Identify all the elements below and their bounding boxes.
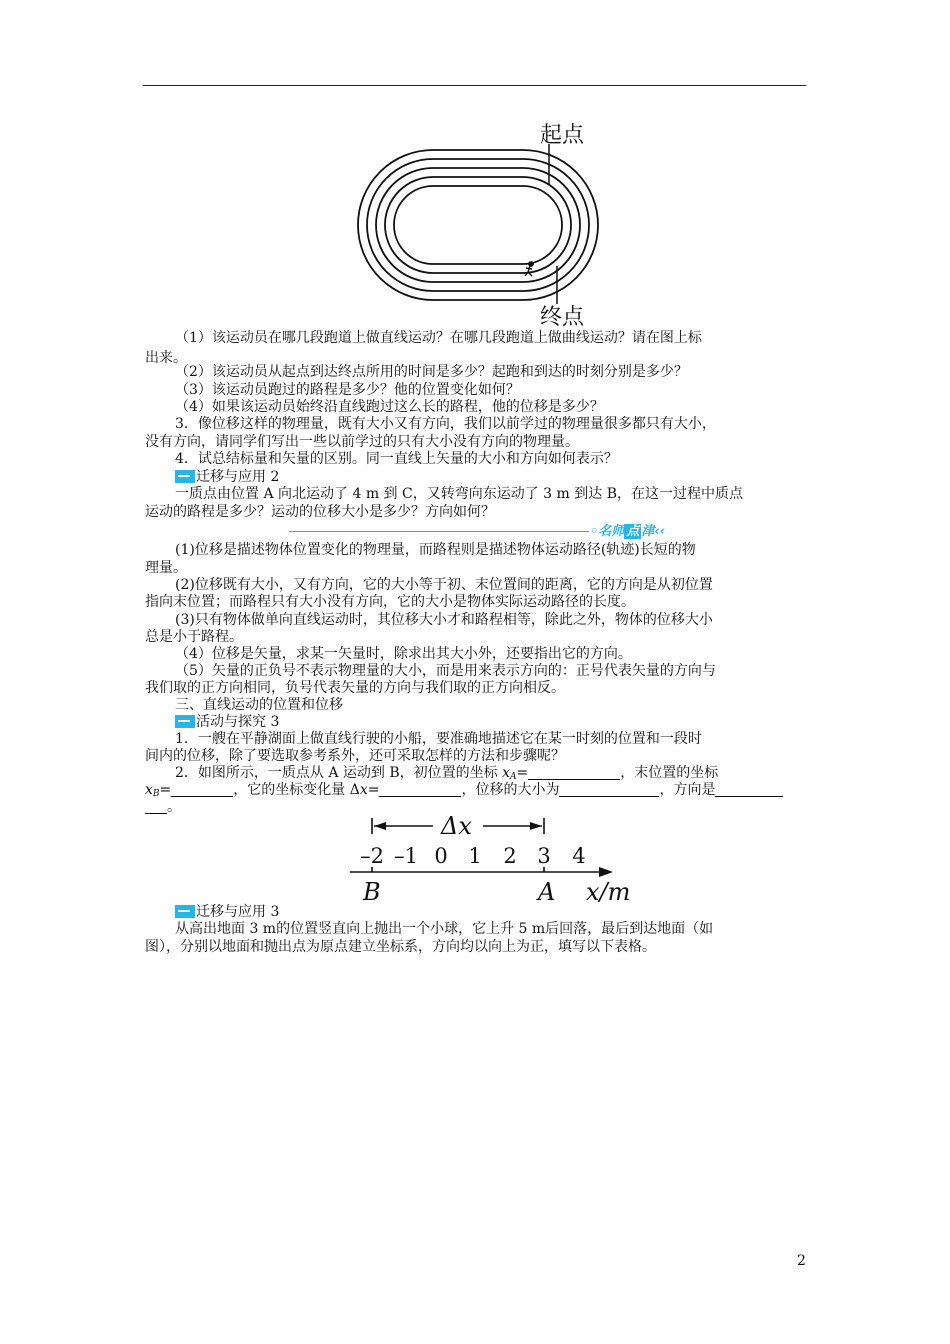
point-a-label: A: [538, 878, 556, 906]
transfer-2-title: 迁移与应用 2: [196, 469, 280, 485]
point-b-label: B: [363, 878, 381, 906]
activity-2-line3: 。: [145, 797, 808, 818]
note-4: （4）位移是矢量，求某一矢量时，除求出其大小外，还要指出它的方向。: [175, 646, 632, 662]
number-line-figure: [345, 812, 645, 910]
tick-label: 0: [434, 844, 448, 868]
transfer-2-line1: 一质点由位置 A 向北运动了 4 m 到 C，又转弯向东运动了 3 m 到达 B，在这一过程中质点: [175, 486, 743, 502]
tick-label: 1: [468, 844, 482, 868]
tips-label-b: 津: [641, 524, 655, 539]
transfer-3-title: 迁移与应用 3: [196, 904, 280, 920]
question-3: （3）该运动员跑过的路程是多少？他的位置变化如何？: [175, 382, 520, 398]
arrow-badge-icon: [175, 470, 195, 483]
note-3-line1: (3)只有物体做单向直线运动时，其位移大小才和路程相等，除此之外，物体的位移大小: [175, 612, 713, 628]
question-2: （2）该运动员从起点到达终点所用的时间是多少？起跑和到达的时刻分别是多少？: [175, 364, 688, 380]
tick-label: 3: [537, 844, 551, 868]
activity-3-title: 活动与探究 3: [196, 714, 280, 730]
note-5-line2: 我们取的正方向相同，负号代表矢量的方向与我们取的正方向相反。: [145, 680, 565, 696]
question-4: （4）如果该运动员始终沿直线跑过这么长的路程，他的位移是多少？: [175, 399, 604, 415]
note-2-line2: 指向末位置；而路程只有大小没有方向，它的大小是物体实际运动路径的长度。: [145, 594, 635, 610]
start-label: 起点: [540, 123, 585, 148]
axis-unit-label: x/m: [586, 878, 631, 906]
tips-divider: [289, 531, 589, 532]
arrow-badge-icon: [175, 905, 195, 918]
question-1-line1: （1）该运动员在哪几段跑道上做直线运动？在哪几段跑道上做曲线运动？请在图上标: [175, 330, 702, 346]
answer-blank-direction[interactable]: [715, 782, 783, 797]
arrow-badge-icon: [175, 715, 195, 728]
tips-label: ◦名师 点 津‹‹: [590, 524, 666, 539]
note-5-line1: （5）矢量的正负号不表示物理量的大小，而是用来表示方向的：正号代表矢量的方向与: [175, 663, 716, 679]
transfer-3-line2: 图），分别以地面和抛出点为原点建立坐标系，方向均以向上为正，填写以下表格。: [145, 939, 656, 955]
tips-label-box: 点: [626, 524, 640, 539]
note-1-line1: (1)位移是描述物体位置变化的物理量，而路程则是描述物体运动路径(轨迹)长短的物: [175, 542, 696, 558]
answer-blank-direction-cont[interactable]: [145, 799, 167, 814]
finish-label: 终点: [540, 305, 585, 330]
page-number: 2: [797, 1253, 806, 1269]
header-rule: [143, 85, 806, 86]
paragraph-4: 4．试总结标量和矢量的区别。同一直线上矢量的大小和方向如何表示？: [175, 451, 618, 467]
note-2-line1: (2)位移既有大小，又有方向，它的大小等于初、末位置间的距离，它的方向是从初位置: [175, 577, 713, 593]
paragraph-3-line2: 没有方向，请同学们写出一些以前学过的只有大小没有方向的物理量。: [145, 434, 579, 450]
activity-2-line2: $x_B=$ ，它的坐标变化量 Δx= ，位移的大小为 ，方向是: [145, 780, 808, 805]
transfer-3-line1: 从高出地面 3 m的位置竖直向上抛出一个小球，它上升 5 m后回落，最后到达地面（如: [175, 921, 714, 937]
activity-1-line1: 1．一艘在平静湖面上做直线行驶的小船，要准确地描述它在某一时刻的位置和一段时: [175, 731, 702, 747]
tick-label: 2: [503, 844, 517, 868]
section-3-heading: 三、直线运动的位置和位移: [175, 697, 343, 713]
note-1-line2: 理量。: [145, 560, 187, 576]
answer-blank-magnitude[interactable]: [559, 782, 659, 797]
tick-label: –2: [360, 844, 384, 868]
activity-1-line2: 间内的位移，除了要选取参考系外，还可采取怎样的方法和步骤呢？: [145, 748, 565, 764]
tick-label: –1: [394, 844, 418, 868]
tips-label-a: 名师: [598, 524, 625, 539]
transfer-2-line2: 运动的路程是多少？运动的位移大小是多少？方向如何？: [145, 504, 495, 520]
answer-blank-dx[interactable]: [379, 782, 461, 797]
note-3-line2: 总是小于路程。: [145, 629, 243, 645]
tick-label: 4: [572, 844, 586, 868]
activity-2-line1: 2．如图所示，一质点从 A 运动到 B，初位置的坐标 $x_A=$ ，末位置的坐标: [175, 765, 719, 782]
answer-blank-xb[interactable]: [171, 782, 233, 797]
paragraph-3-line1: 3．像位移这样的物理量，既有大小又有方向，我们以前学过的物理量很多都只有大小，: [175, 416, 716, 432]
answer-blank-xa[interactable]: [528, 765, 620, 780]
running-track-figure: [355, 118, 605, 333]
delta-x-label: Δx: [441, 812, 472, 840]
question-1-line2: 出来。: [145, 350, 187, 366]
